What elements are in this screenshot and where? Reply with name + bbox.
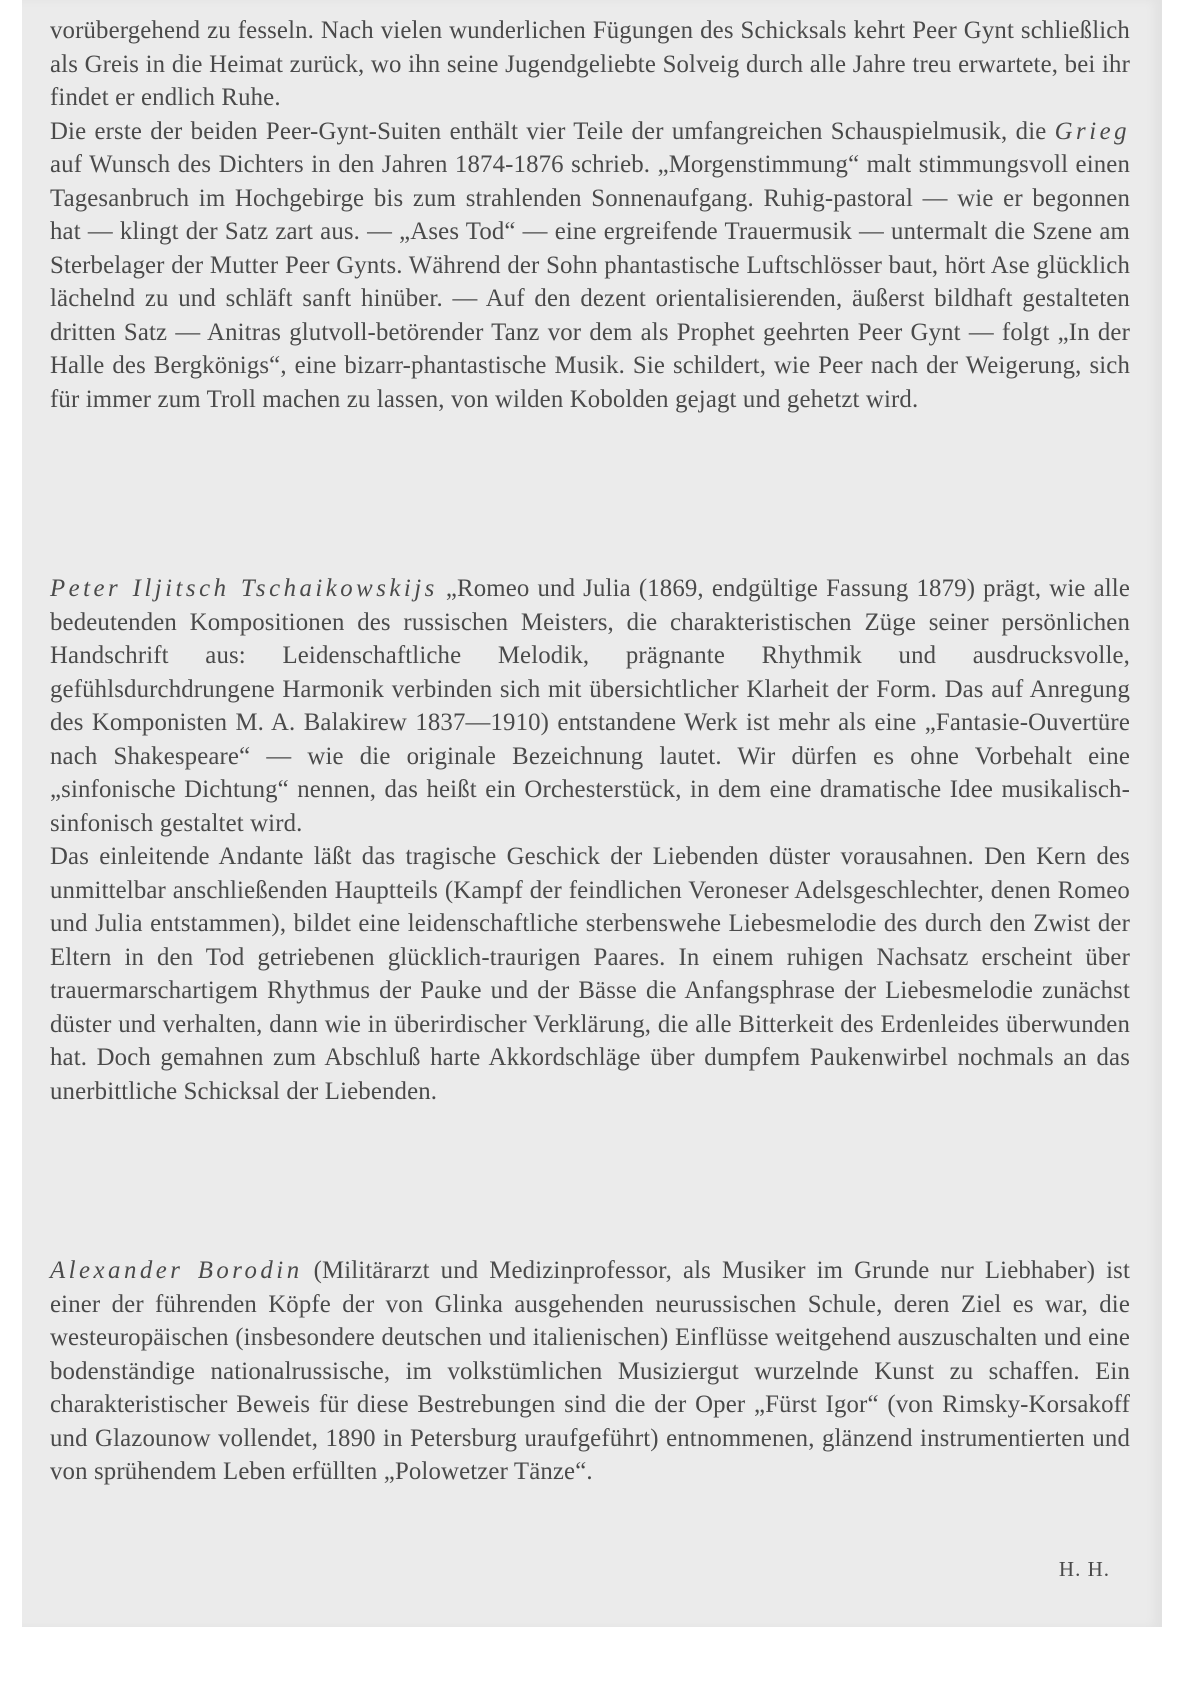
grieg-section bbox=[50, 14, 1130, 416]
composer-name-grieg: Grieg bbox=[1054, 117, 1130, 145]
tschaikowskij-paragraph-2: Das einleitende Andante läßt das tragische Geschick der Liebenden düster vorausahnen. Den Kern des unmittelbar anschließenden Hauptteils (Kampf der feindlichen Veroneser Adelsgeschlechter, denen Romeo und Julia entstammen), bildet eine leidenschaftliche sterbenswehe Liebesmelodie des durch den Zwist der Eltern in den Tod getriebenen glücklich-traurigen Paares. In einem ruhigen Nachsatz erscheint über trauermarschartigem Rhythmus der Pauke und der Bässe die Anfangsphrase der Liebesmelodie zunächst düster und verhalten, dann wie in überirdischer Verklärung, die alle Bitterkeit des Erdenleides überwunden hat. Doch gemahnen zum Abschluß harte Akkordschläge über dumpfem Paukenwirbel nochmals an das unerbittliche Schicksal der Liebenden. bbox=[50, 843, 1130, 1105]
grieg-paragraph-2-body: auf Wunsch des Dichters in den Jahren 1874-1876 schrieb. „Morgenstimmung“ malt stimmungsvoll einen Tagesanbruch im Hochgebirge bis zum strahlenden Sonnenaufgang. Ruhig-pastoral — wie er begonnen hat — klingt der Satz zart aus. — „Ases Tod“ — eine ergreifende Trauermusik — untermalt die Szene am Sterbelager der Mutter Peer Gynts. Während der Sohn phantastische Luftschlösser baut, hört Ase glücklich lächelnd zu und schläft sanft hinüber. — Auf den dezent orientalisierenden, äußerst bildhaft gestalteten dritten Satz — Anitras glutvoll-betörender Tanz vor dem als Prophet geehrten Peer Gynt — folgt „In der Halle des Bergkönigs“, eine bizarr-phantastische Musik. Sie schildert, wie Peer nach der Weigerung, sich für immer zum Troll machen zu lassen, von wilden Kobolden gejagt und gehetzt wird. bbox=[50, 151, 1130, 413]
tschaikowskij-paragraph-1-body: „Romeo und Julia (1869, endgültige Fassung 1879) prägt, wie alle bedeutenden Kompositionen des russischen Meisters, die charakteristischen Züge seiner persönlichen Handschrift aus: Leidenschaftliche Melodik, prägnante Rhythmik und ausdrucksvolle, gefühlsdurchdrungene Harmonik verbinden sich mit übersichtlicher Klarheit der Form. Das auf Anregung des Komponisten M. A. Balakirew 1837—1910) entstandene Werk ist mehr als eine „Fantasie-Ouvertüre nach Shakespeare“ — wie die originale Bezeichnung lautet. Wir dürfen es ohne Vorbehalt eine „sinfonische Dichtung“ nennen, das heißt ein Orchesterstück, in dem eine dramatische Idee musikalisch-sinfonisch gestaltet wird. bbox=[50, 575, 1130, 837]
borodin-paragraph-1-body: (Militärarzt und Medizinprofessor, als Musiker im Grunde nur Liebhaber) ist einer der führenden Köpfe der von Glinka ausgehenden neurussischen Schule, deren Ziel es war, die westeuropäischen (insbesondere deutschen und italienischen) Einflüsse weitgehend auszuschalten und eine bodenständige nationalrussische, im volkstümlichen Musiziergut wurzelnde Kunst zu schaffen. Ein charakteristischer Beweis für diese Bestrebungen sind die der Oper „Fürst Igor“ (von Rimsky-Korsakoff und Glazounow vollendet, 1890 in Petersburg uraufgeführt) entnommenen, glänzend instrumentierten und von sprühendem Leben erfüllten „Polowetzer Tänze“. bbox=[50, 1257, 1130, 1485]
tschaikowskij-paragraph-1 bbox=[50, 572, 1130, 840]
author-signature: H. H. bbox=[1058, 1557, 1110, 1581]
borodin-section bbox=[50, 1254, 1130, 1489]
composer-name-tschaikowskij: Peter Iljitsch Tschaikowskijs bbox=[50, 575, 438, 602]
tschaikowskij-section bbox=[50, 572, 1130, 1108]
grieg-paragraph-2-lead: Die erste der beiden Peer-Gynt-Suiten enthält vier Teile der umfangreichen Schauspielmusik, die bbox=[50, 117, 1055, 145]
borodin-paragraph-1 bbox=[50, 1254, 1130, 1489]
composer-name-borodin: Alexander Borodin bbox=[50, 1257, 303, 1284]
grieg-paragraph-2 bbox=[50, 115, 1130, 417]
grieg-paragraph-1: vorübergehend zu fesseln. Nach vielen wunderlichen Fügungen des Schicksals kehrt Peer Gynt schließlich als Greis in die Heimat zurück, wo ihn seine Jugendgeliebte Solveig durch alle Jahre treu erwartete, bei ihr findet er endlich Ruhe. bbox=[50, 17, 1130, 111]
